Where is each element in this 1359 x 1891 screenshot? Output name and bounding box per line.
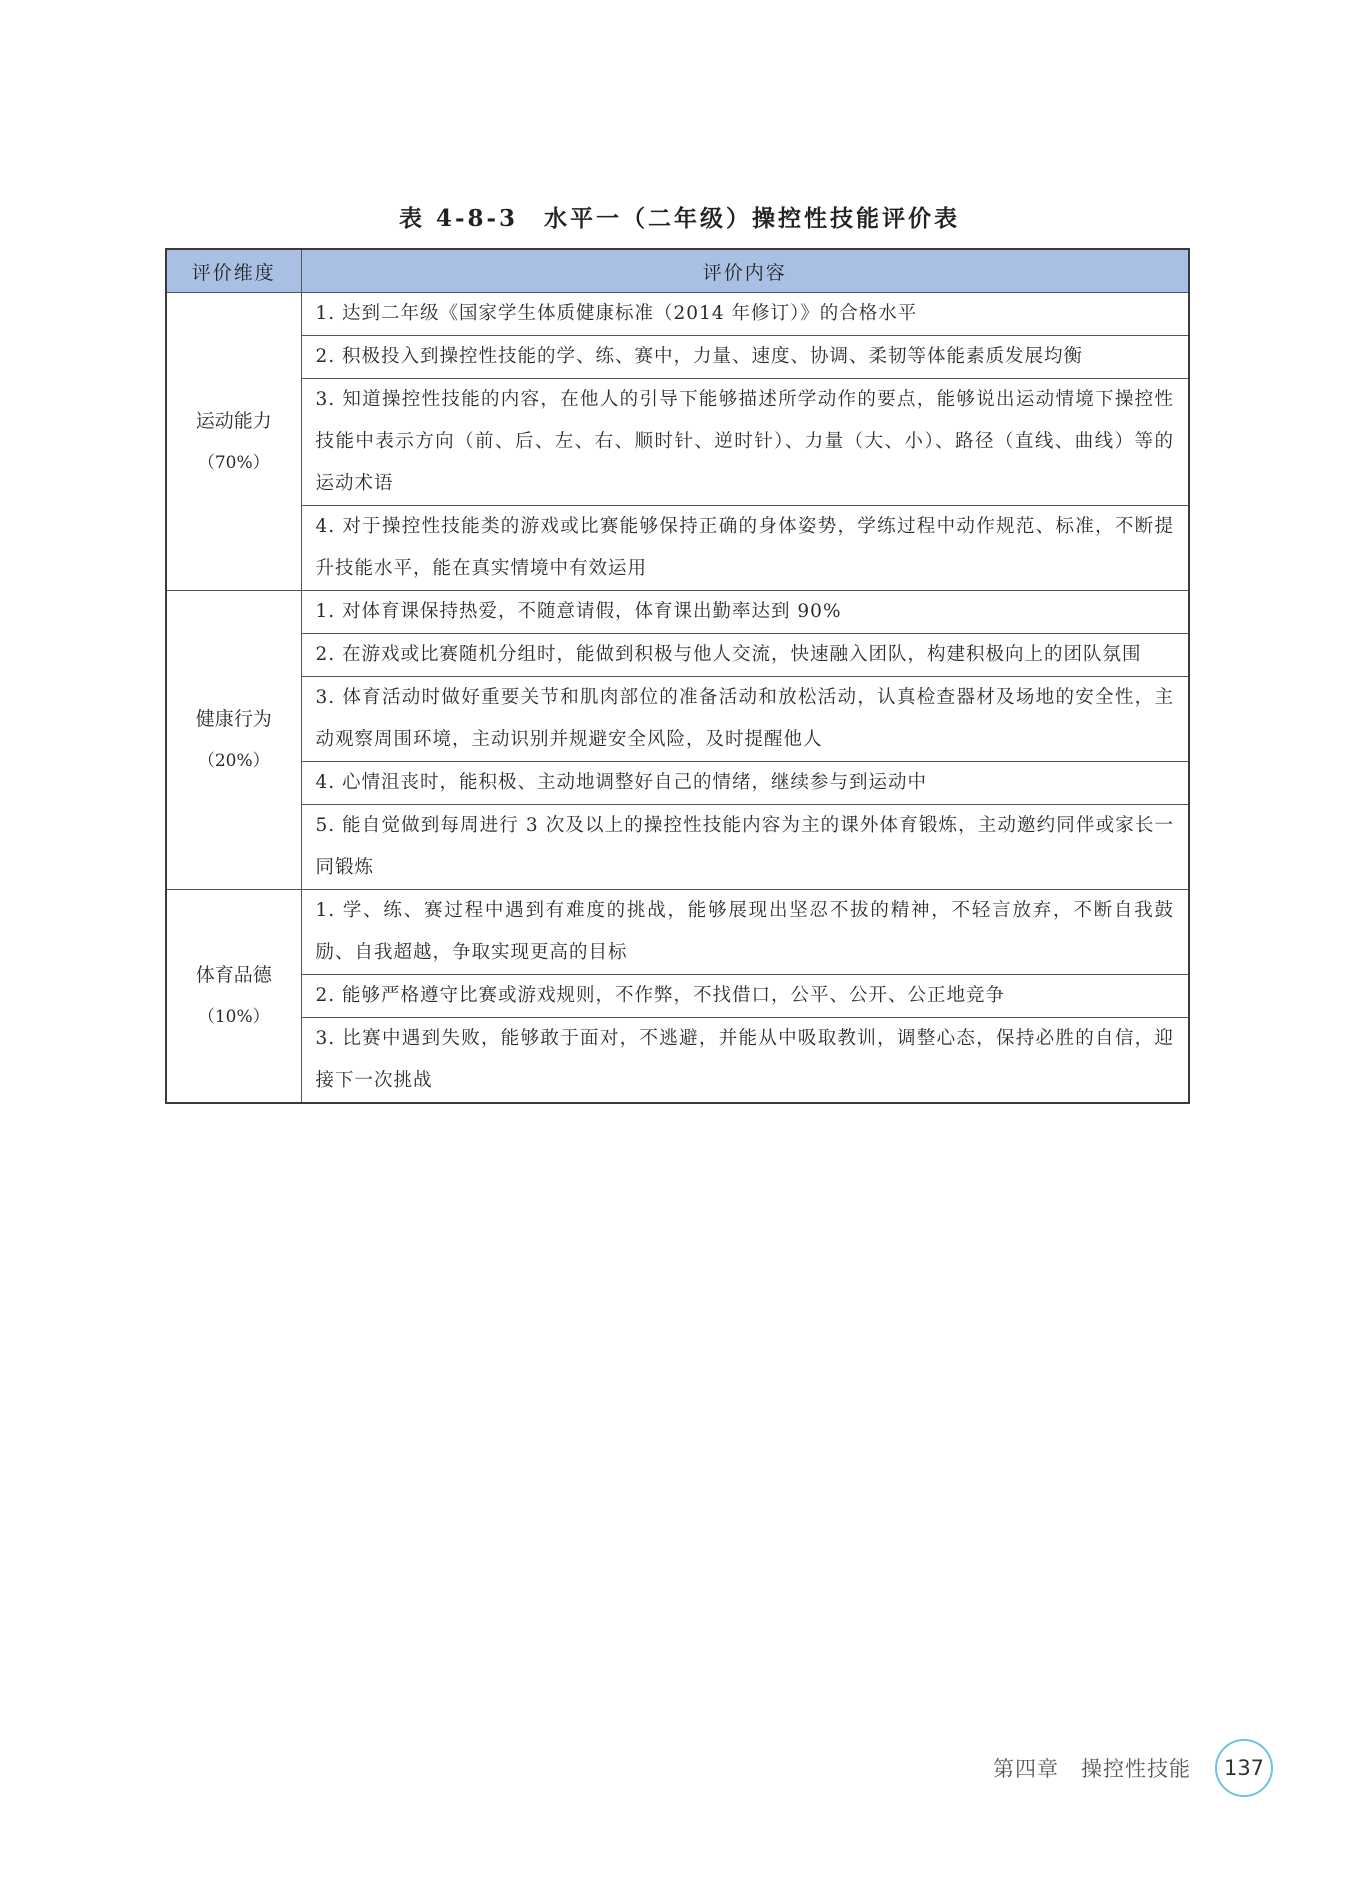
dimension-label: 运动能力	[195, 409, 272, 432]
criteria-cell: 1. 学、练、赛过程中遇到有难度的挑战，能够展现出坚忍不拔的精神，不轻言放弃，不断自我鼓励、自我超越，争取实现更高的目标	[301, 890, 1189, 975]
dimension-percent: （10%）	[197, 1007, 270, 1027]
criteria-cell: 3. 比赛中遇到失败，能够敢于面对，不逃避，并能从中吸取教训，调整心态，保持必胜的自信，迎接下一次挑战	[301, 1018, 1189, 1104]
table-title: 表 4-8-3 水平一（二年级）操控性技能评价表	[398, 205, 961, 232]
dimension-percent: （70%）	[197, 452, 270, 473]
table-header-row	[166, 249, 1189, 293]
table-row	[166, 634, 1189, 677]
table-row	[166, 506, 1189, 591]
table-row	[166, 975, 1189, 1018]
table-row	[166, 336, 1189, 379]
header-dimension: 评价维度	[166, 249, 301, 293]
dimension-percent: （20%）	[197, 751, 270, 771]
dimension-cell-sports-ethics	[166, 890, 301, 1104]
criteria-cell: 2. 积极投入到操控性技能的学、练、赛中，力量、速度、协调、柔韧等体能素质发展均衡	[301, 336, 1189, 379]
criteria-cell: 2. 能够严格遵守比赛或游戏规则，不作弊，不找借口，公平、公开、公正地竞争	[301, 975, 1189, 1018]
criteria-cell: 5. 能自觉做到每周进行 3 次及以上的操控性技能内容为主的课外体育锻炼，主动邀约同伴或家长一同锻炼	[301, 805, 1189, 890]
evaluation-table	[165, 248, 1190, 1104]
table-row	[166, 762, 1189, 805]
criteria-cell: 3. 知道操控性技能的内容，在他人的引导下能够描述所学动作的要点，能够说出运动情境下操控性技能中表示方向（前、后、左、右、顺时针、逆时针）、力量（大、小）、路径（直线、曲线）等的运动术语	[301, 379, 1189, 506]
dimension-cell-motor-ability	[166, 293, 301, 591]
criteria-cell: 2. 在游戏或比赛随机分组时，能做到积极与他人交流，快速融入团队，构建积极向上的团队氛围	[301, 634, 1189, 677]
dimension-label: 体育品德	[195, 964, 272, 986]
table-row	[166, 293, 1189, 336]
dimension-cell-health-behavior	[166, 591, 301, 890]
table-row	[166, 890, 1189, 975]
table-row	[166, 379, 1189, 506]
criteria-cell: 1. 对体育课保持热爱，不随意请假，体育课出勤率达到 90%	[301, 591, 1189, 634]
criteria-cell: 1. 达到二年级《国家学生体质健康标准（2014 年修订）》的合格水平	[301, 293, 1189, 336]
table-row	[166, 1018, 1189, 1104]
table-row	[166, 805, 1189, 890]
criteria-cell: 4. 对于操控性技能类的游戏或比赛能够保持正确的身体姿势，学练过程中动作规范、标准，不断提升技能水平，能在真实情境中有效运用	[301, 506, 1189, 591]
table-row	[166, 591, 1189, 634]
header-content: 评价内容	[301, 249, 1189, 293]
criteria-cell: 4. 心情沮丧时，能积极、主动地调整好自己的情绪，继续参与到运动中	[301, 762, 1189, 805]
dimension-label: 健康行为	[195, 708, 272, 730]
table-row	[166, 677, 1189, 762]
page-number: 137	[1215, 1739, 1273, 1797]
chapter-label: 第四章 操控性技能	[993, 1757, 1191, 1781]
criteria-cell: 3. 体育活动时做好重要关节和肌肉部位的准备活动和放松活动，认真检查器材及场地的安全性，主动观察周围环境，主动识别并规避安全风险，及时提醒他人	[301, 677, 1189, 762]
page-footer	[993, 1738, 1273, 1798]
